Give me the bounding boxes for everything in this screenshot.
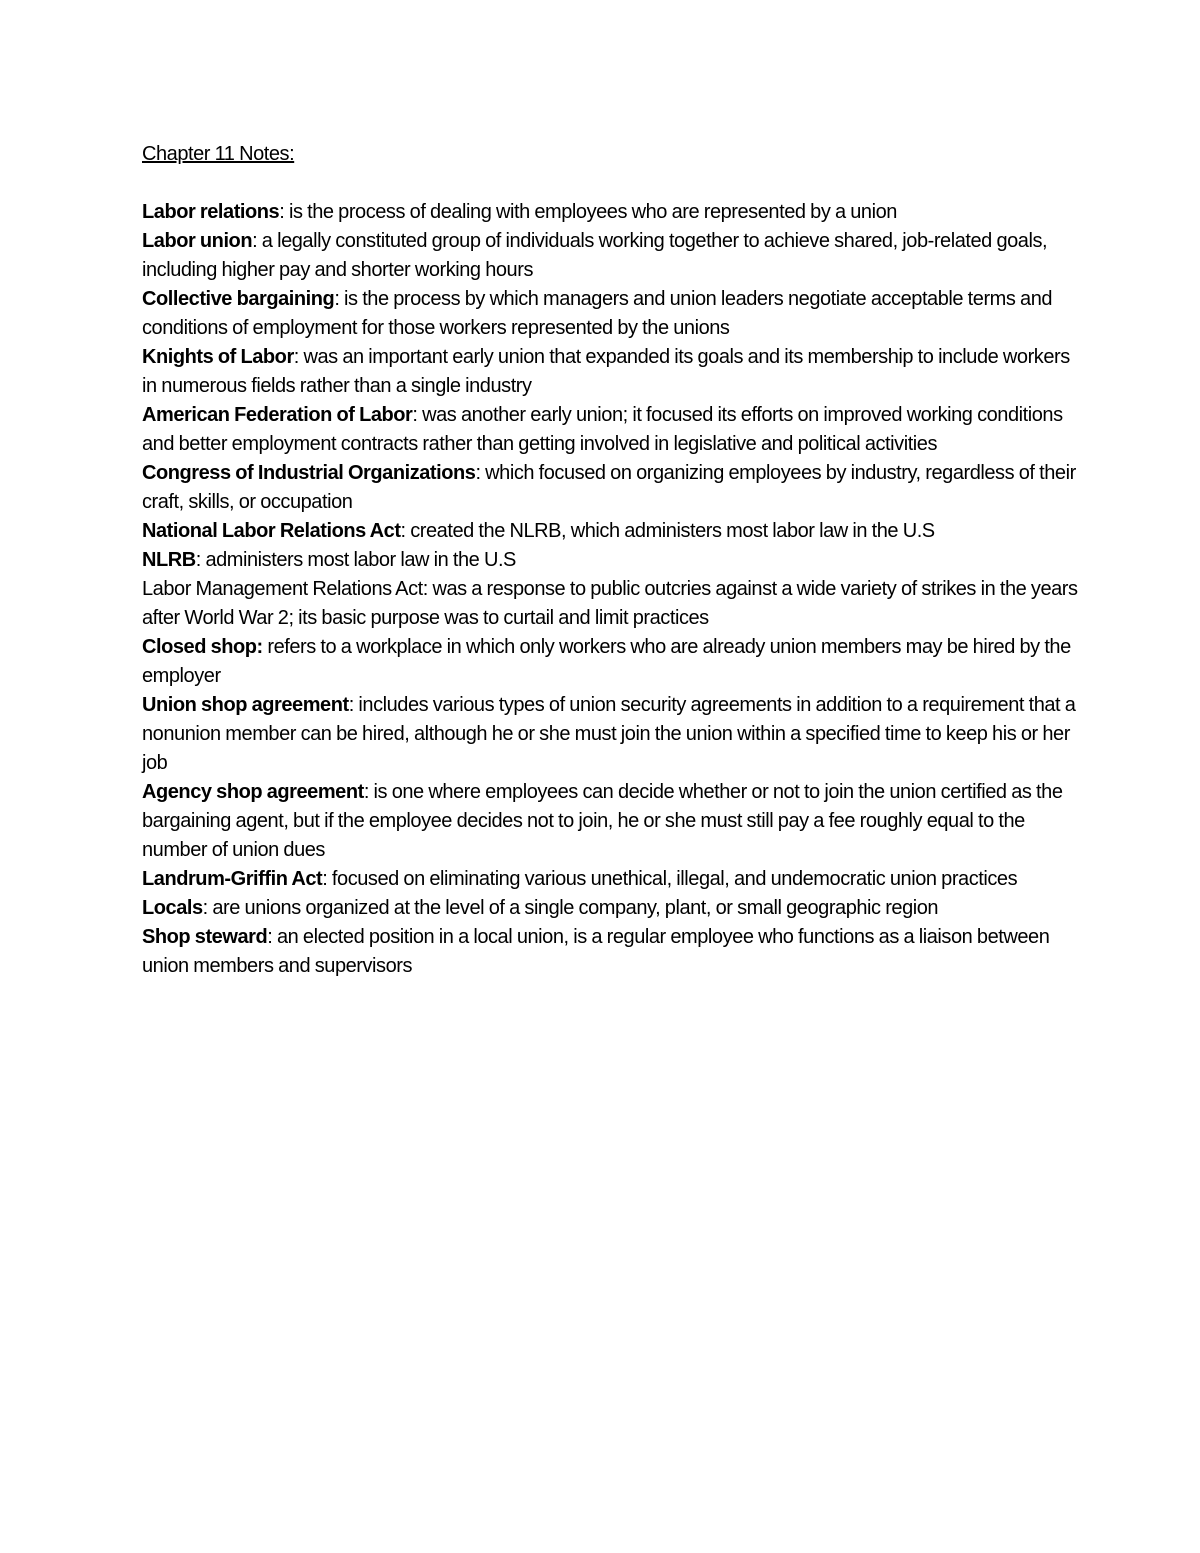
definition-entry bbox=[142, 865, 1082, 894]
definition-text: : a legally constituted group of individuals working together to achieve shared, job-related goals, including higher pay and shorter working hours bbox=[142, 230, 1048, 281]
definition-entry bbox=[142, 691, 1082, 778]
definition-entry bbox=[142, 401, 1082, 459]
heading-spacer bbox=[142, 169, 1082, 198]
definition-text: : is one where employees can decide whether or not to join the union certified as the bargaining agent, but if the employee decides not to join, he or she must still pay a fee roughly equal to the number of union dues bbox=[142, 781, 1063, 861]
definition-text: : an elected position in a local union, is a regular employee who functions as a liaison between union members and supervisors bbox=[142, 926, 1050, 977]
definition-entry bbox=[142, 517, 1082, 546]
definition-term: Labor relations bbox=[142, 201, 280, 223]
definition-text: : focused on eliminating various unethical, illegal, and undemocratic union practices bbox=[322, 868, 1018, 890]
definition-text: : was a response to public outcries against a wide variety of strikes in the years after World War 2; its basic purpose was to curtail and limit practices bbox=[142, 578, 1078, 629]
definition-entry bbox=[142, 923, 1082, 981]
definition-entry bbox=[142, 459, 1082, 517]
definition-term: Closed shop: bbox=[142, 636, 263, 658]
definition-term: Shop steward bbox=[142, 926, 268, 948]
definition-entry bbox=[142, 285, 1082, 343]
definition-term: National Labor Relations Act bbox=[142, 520, 401, 542]
definition-entry bbox=[142, 575, 1082, 633]
definition-entry bbox=[142, 198, 1082, 227]
definition-text: : is the process by which managers and union leaders negotiate acceptable terms and conditions of employment for those workers represented by the unions bbox=[142, 288, 1053, 339]
definition-text: : was an important early union that expanded its goals and its membership to include workers in numerous fields rather than a single industry bbox=[142, 346, 1070, 397]
definition-term: Agency shop agreement bbox=[142, 781, 364, 803]
definition-entry bbox=[142, 227, 1082, 285]
definition-entry bbox=[142, 546, 1082, 575]
definition-term: Labor Management Relations Act bbox=[142, 578, 423, 600]
definition-text: : includes various types of union security agreements in addition to a requirement that a nonunion member can be hired, although he or she must join the union within a specified time to keep his or her job bbox=[142, 694, 1076, 774]
definition-text: : administers most labor law in the U.S bbox=[195, 549, 516, 571]
definition-term: Locals bbox=[142, 897, 203, 919]
definition-entry bbox=[142, 343, 1082, 401]
definition-term: NLRB bbox=[142, 549, 196, 571]
page-title: Chapter 11 Notes: bbox=[142, 143, 295, 165]
definition-entry bbox=[142, 894, 1082, 923]
definition-text: : was another early union; it focused its efforts on improved working conditions and better employment contracts rather than getting involved in legislative and political activities bbox=[142, 404, 1063, 455]
definition-term: Knights of Labor bbox=[142, 346, 294, 368]
definition-text: : which focused on organizing employees by industry, regardless of their craft, skills, or occupation bbox=[142, 462, 1076, 513]
definition-term: Labor union bbox=[142, 230, 253, 252]
definition-term: American Federation of Labor bbox=[142, 404, 413, 426]
definition-text: : is the process of dealing with employees who are represented by a union bbox=[279, 201, 897, 223]
document-body bbox=[142, 140, 1082, 981]
definition-entry bbox=[142, 778, 1082, 865]
definition-text: refers to a workplace in which only workers who are already union members may be hired by the employer bbox=[142, 636, 1071, 687]
definition-term: Collective bargaining bbox=[142, 288, 335, 310]
definition-term: Landrum-Griffin Act bbox=[142, 868, 323, 890]
definition-entry bbox=[142, 633, 1082, 691]
definition-term: Congress of Industrial Organizations bbox=[142, 462, 476, 484]
definition-text: : created the NLRB, which administers most labor law in the U.S bbox=[400, 520, 935, 542]
definition-term: Union shop agreement bbox=[142, 694, 349, 716]
definition-text: : are unions organized at the level of a single company, plant, or small geographic region bbox=[202, 897, 939, 919]
